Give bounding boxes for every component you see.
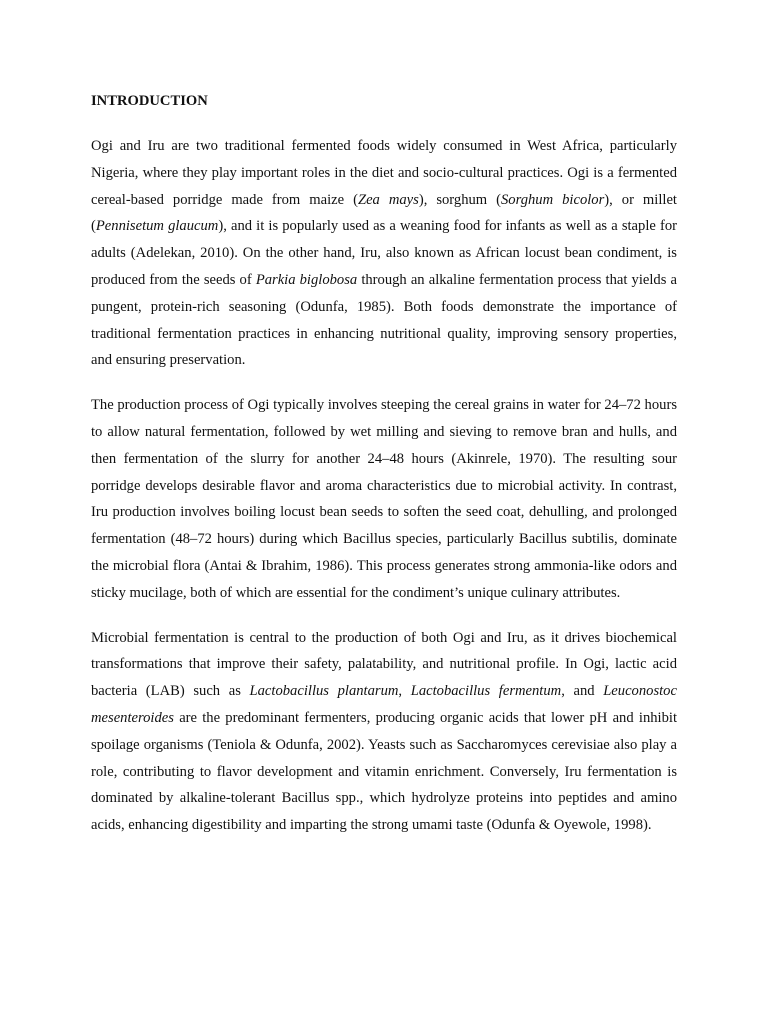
italic-term: Zea mays	[357, 191, 419, 208]
paragraph-text: ,	[398, 683, 411, 700]
italic-term: Lactobacillus plantarum	[249, 683, 399, 700]
body-paragraph	[91, 133, 677, 374]
paragraph-container	[91, 133, 677, 839]
body-paragraph	[91, 625, 677, 839]
italic-term: Pennisetum glaucum	[95, 218, 219, 235]
paragraph-text: are the predominant fermenters, producing organic acids that lower pH and inhibit spoilage organisms (Teniola & Odunfa, 2002). Yeasts such as Saccharomyces cerevisiae also play a role, contributing to flavor development and vitamin enrichment. Conversely, Iru fermentation is dominated by alkaline-tolerant Bacillus spp., which hydrolyze proteins into peptides and amino acids, enhancing digestibility and imparting the strong umami taste (Odunfa & Oyewole, 1998).	[91, 709, 677, 834]
body-paragraph	[91, 392, 677, 606]
paragraph-text: ), sorghum (	[418, 191, 501, 208]
paragraph-text: Ogi and Iru are two traditional fermented foods widely consumed in West Africa, particularly Nigeria, where they play important roles in the diet and socio-cultural practices. Ogi is a fermented cereal-based porridge made from maize (	[91, 138, 677, 208]
paragraph-text: Microbial fermentation is central to the production of both Ogi and Iru, as it drives biochemical transformations that improve their safety, palatability, and nutritional profile. In Ogi, lactic acid bacteria (LAB) such as	[91, 629, 677, 700]
section-heading: INTRODUCTION	[91, 93, 208, 109]
italic-term: Sorghum bicolor	[500, 191, 605, 208]
paragraph-text: , and	[561, 683, 604, 700]
paragraph-text: through an alkaline fermentation process that yields a pungent, protein-rich seasoning (Odunfa, 1985). Both foods demonstrate the importance of traditional fermentation practices in enhancing nutritional quality, improving sensory properties, and ensuring preservation.	[91, 271, 677, 369]
paragraph-text: The production process of Ogi typically involves steeping the cereal grains in water for 24–72 hours to allow natural fermentation, followed by wet milling and sieving to remove bran and hulls, and then fermentation of the slurry for another 24–48 hours (Akinrele, 1970). The resulting sour porridge develops desirable flavor and aroma characteristics due to microbial activity. In contrast, Iru production involves boiling locust bean seeds to soften the seed coat, dehulling, and prolonged fermentation (48–72 hours) during which Bacillus species, particularly Bacillus subtilis, dominate the microbial flora (Antai & Ibrahim, 1986). This process generates strong ammonia-like odors and sticky mucilage, both of which are essential for the condiment’s unique culinary attributes.	[91, 397, 677, 601]
italic-term: Parkia biglobosa	[255, 271, 358, 288]
paragraph-text: ), or millet (	[91, 191, 677, 235]
document-page	[91, 88, 677, 857]
italic-term: Lactobacillus fermentum	[410, 683, 562, 700]
paragraph-text: ), and it is popularly used as a weaning food for infants as well as a staple for adults (Adelekan, 2010). On the other hand, Iru, also known as African locust bean condiment, is produced from the seeds of	[91, 218, 677, 288]
italic-term: Leuconostoc mesenteroides	[91, 683, 677, 726]
